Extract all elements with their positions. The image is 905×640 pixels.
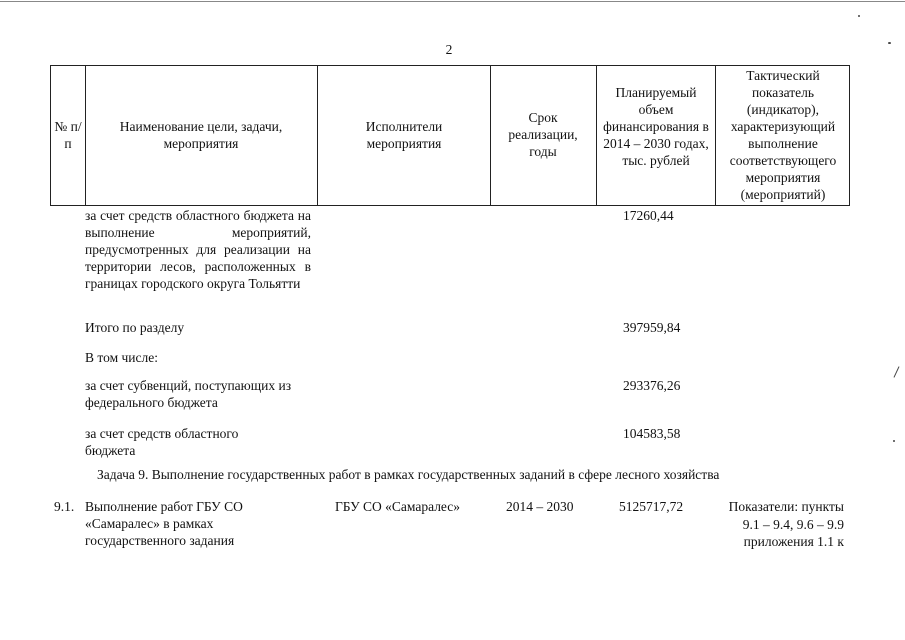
row-amount: 104583,58 (623, 426, 681, 441)
header-col-border (715, 65, 716, 206)
row-name: Итого по разделу (85, 320, 185, 335)
item-executor: ГБУ СО «Самаралес» (335, 499, 461, 514)
row-name: за счет субвенций, поступающих из федерального бюджета (85, 378, 292, 410)
page-number: 2 (445, 42, 453, 57)
header-col-border (490, 65, 491, 206)
scan-speck (893, 440, 895, 442)
header-finance: Планируемый объем финансирования в 2014 – 2030 годах, тыс. рублей (603, 85, 709, 168)
header-col-border (85, 65, 86, 206)
header-num: № п/п (54, 119, 82, 151)
header-col-border (596, 65, 597, 206)
row-name: В том числе: (85, 350, 158, 365)
header-name: Наименование цели, задачи, мероприятия (119, 119, 283, 151)
header-top-border (50, 65, 850, 66)
scan-mark (894, 366, 900, 377)
scan-top-edge (0, 1, 905, 2)
header-col-border (50, 65, 51, 206)
scan-speck (888, 42, 891, 44)
row-name: за счет средств областного бюджета на выполнение мероприятий, предусмотренных для реализации на территории лесов, расположенных в границах городского округа Тольятти (85, 208, 311, 291)
task-heading: Задача 9. Выполнение государственных работ в рамках государственных заданий в сфере лесного хозяйства (97, 467, 720, 482)
item-name: Выполнение работ ГБУ СО «Самаралес» в рамках государственного задания (85, 499, 243, 548)
item-indicator: Показатели: пункты 9.1 – 9.4, 9.6 – 9.9 приложения 1.1 к (728, 499, 844, 549)
header-col-border (849, 65, 850, 206)
item-amount: 5125717,72 (619, 499, 684, 514)
header-period: Срок реализации, годы (508, 110, 578, 159)
item-number: 9.1. (54, 499, 75, 514)
row-name: за счет средств областного бюджета (85, 426, 239, 458)
row-amount: 17260,44 (623, 208, 674, 223)
item-period: 2014 – 2030 (506, 499, 574, 514)
scan-speck (858, 15, 860, 17)
row-amount: 293376,26 (623, 378, 681, 393)
header-executors: Исполнители мероприятия (365, 119, 443, 151)
header-col-border (317, 65, 318, 206)
header-bottom-border (50, 205, 850, 206)
row-amount: 397959,84 (623, 320, 681, 335)
header-indicator: Тактический показатель (индикатор), характеризующий выполнение соответствующего мероприятия (мероприятий) (729, 68, 837, 202)
